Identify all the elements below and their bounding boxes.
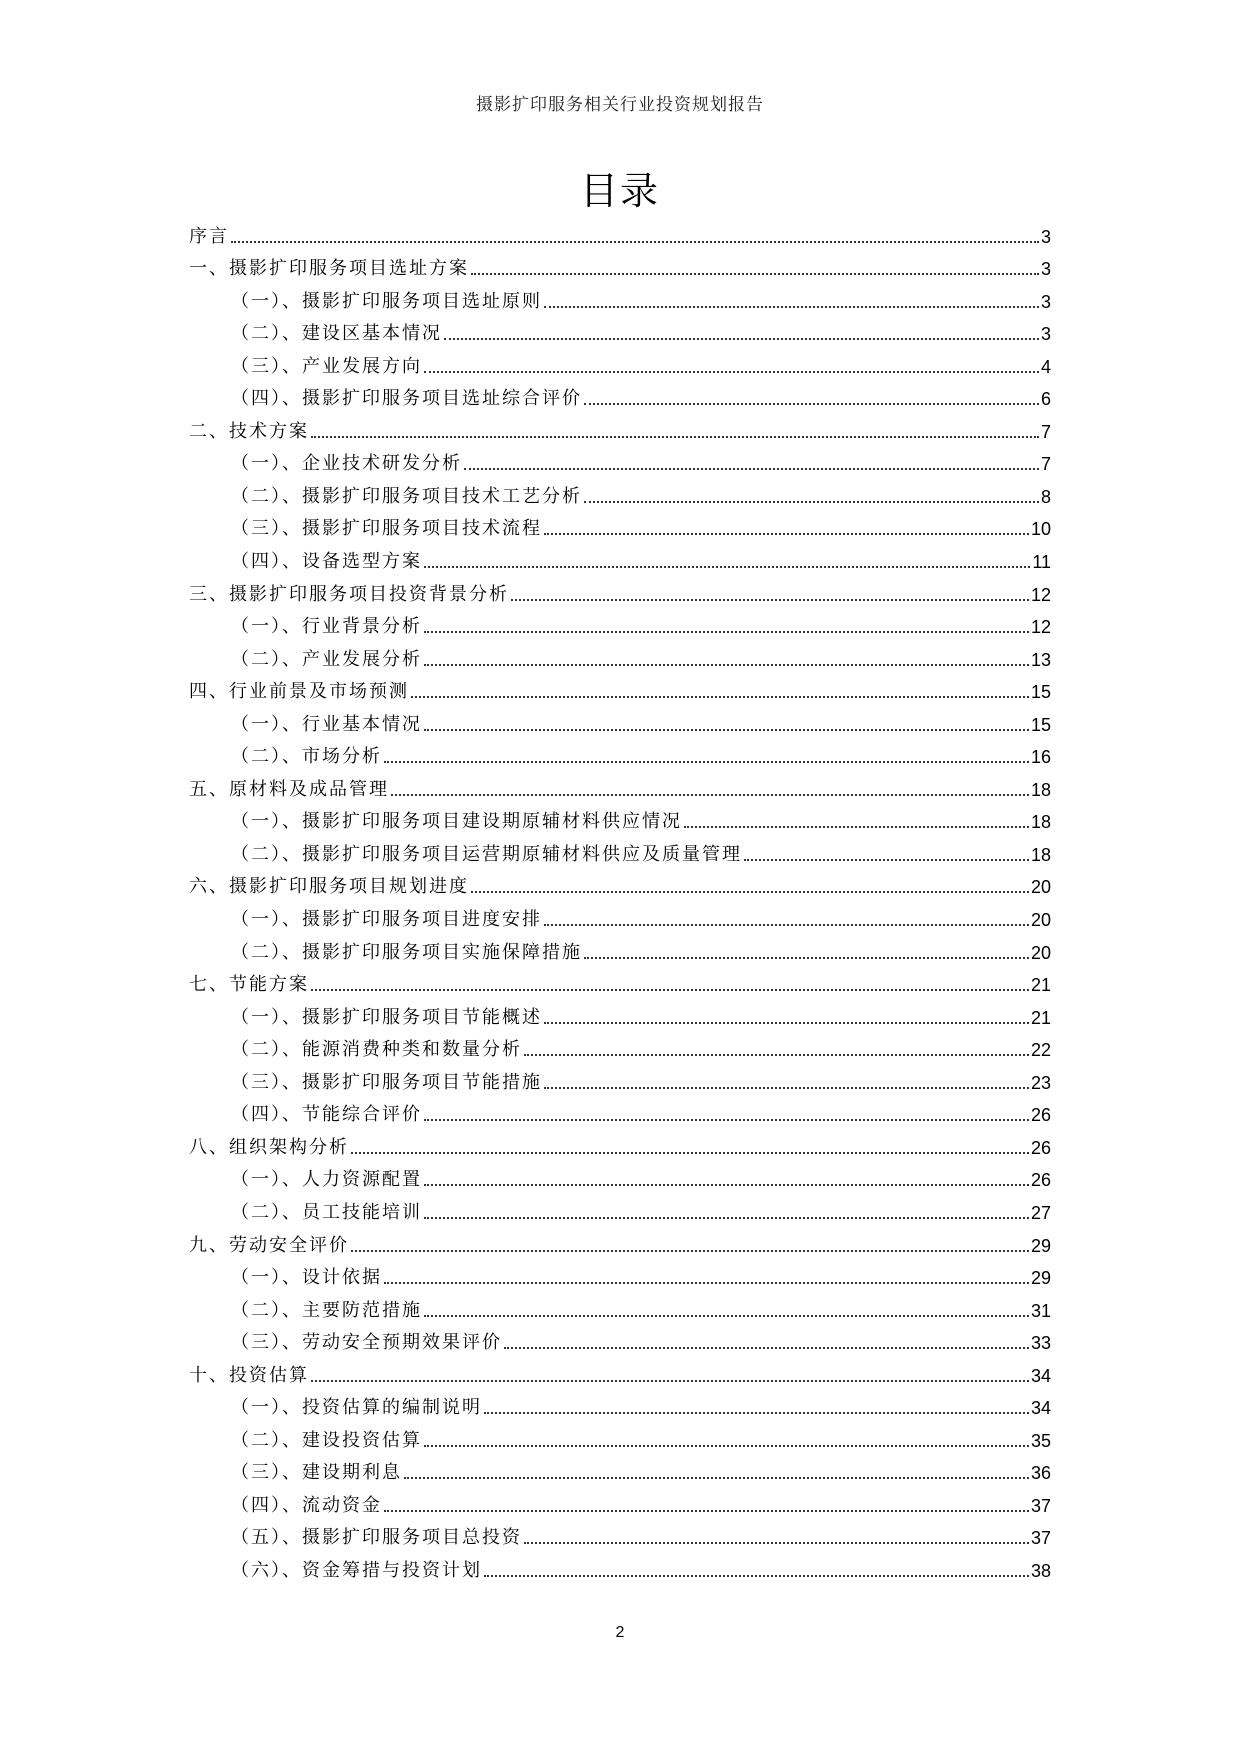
toc-entry-page-number: 38 [1030, 1560, 1051, 1581]
toc-entry-title: （一）、人力资源配置 [231, 1169, 422, 1191]
toc-dot-leader [444, 338, 1039, 340]
toc-section-entry[interactable] [189, 1095, 1051, 1128]
toc-section-entry[interactable] [189, 476, 1051, 509]
toc-dot-leader [544, 1087, 1029, 1089]
toc-dot-leader [391, 794, 1029, 796]
toc-section-entry[interactable] [189, 704, 1051, 737]
toc-section-entry[interactable] [189, 899, 1051, 932]
toc-entry-page-number: 35 [1030, 1430, 1051, 1451]
toc-entry-title: 二、技术方案 [189, 420, 309, 442]
toc-entry-page-number: 3 [1040, 226, 1051, 247]
toc-entry-page-number: 22 [1030, 1040, 1051, 1061]
toc-entry-page-number: 3 [1040, 324, 1051, 345]
toc-entry-page-number: 3 [1040, 291, 1051, 312]
toc-entry-title: （二）、员工技能培训 [231, 1201, 422, 1223]
toc-entry-page-number: 15 [1030, 714, 1051, 735]
toc-entry-title: 九、劳动安全评价 [189, 1234, 349, 1256]
toc-entry-page-number: 33 [1030, 1333, 1051, 1354]
toc-entry-page-number: 16 [1030, 747, 1051, 768]
page-number: 2 [615, 1624, 625, 1641]
toc-section-entry[interactable] [189, 509, 1051, 542]
toc-chapter-entry[interactable] [189, 216, 1051, 249]
toc-entry-title: （一）、行业背景分析 [231, 616, 422, 638]
toc-entry-title: （一）、投资估算的编制说明 [231, 1397, 482, 1419]
toc-entry-page-number: 6 [1040, 389, 1051, 410]
toc-section-entry[interactable] [189, 1258, 1051, 1291]
toc-chapter-entry[interactable] [189, 965, 1051, 998]
toc-entry-page-number: 15 [1030, 682, 1051, 703]
toc-entry-page-number: 34 [1030, 1365, 1051, 1386]
toc-chapter-entry[interactable] [189, 1355, 1051, 1388]
toc-section-entry[interactable] [189, 281, 1051, 314]
toc-chapter-entry[interactable] [189, 672, 1051, 705]
toc-entry-page-number: 29 [1030, 1235, 1051, 1256]
toc-section-entry[interactable] [189, 1420, 1051, 1453]
toc-chapter-entry[interactable] [189, 411, 1051, 444]
toc-dot-leader [484, 1412, 1029, 1414]
toc-entry-page-number: 21 [1030, 1007, 1051, 1028]
toc-entry-page-number: 7 [1040, 421, 1051, 442]
toc-entry-page-number: 26 [1030, 1170, 1051, 1191]
toc-entry-title: （四）、流动资金 [231, 1494, 382, 1516]
toc-section-entry[interactable] [189, 607, 1051, 640]
toc-entry-title: （一）、设计依据 [231, 1267, 382, 1289]
toc-entry-title: （四）、设备选型方案 [231, 551, 422, 573]
toc-entry-title: （四）、摄影扩印服务项目选址综合评价 [231, 388, 582, 410]
toc-dot-leader [384, 761, 1029, 763]
running-header: 摄影扩印服务相关行业投资规划报告 [476, 95, 764, 115]
toc-section-entry[interactable] [189, 379, 1051, 412]
toc-section-entry[interactable] [189, 834, 1051, 867]
toc-entry-page-number: 20 [1030, 942, 1051, 963]
toc-entry-page-number: 18 [1030, 812, 1051, 833]
toc-entry-title: （二）、摄影扩印服务项目运营期原辅材料供应及质量管理 [231, 843, 742, 865]
toc-dot-leader [544, 533, 1029, 535]
toc-dot-leader [404, 1477, 1029, 1479]
toc-entry-title: （四）、节能综合评价 [231, 1104, 422, 1126]
toc-entry-title: （二）、主要防范措施 [231, 1299, 422, 1321]
toc-entry-page-number: 37 [1030, 1528, 1051, 1549]
toc-entry-title: （一）、摄影扩印服务项目节能概述 [231, 1006, 542, 1028]
toc-dot-leader [311, 436, 1039, 438]
toc-entry-page-number: 34 [1030, 1398, 1051, 1419]
toc-dot-leader [311, 1380, 1029, 1382]
toc-dot-leader [544, 924, 1029, 926]
toc-entry-title: （一）、行业基本情况 [231, 713, 422, 735]
toc-entry-title: 一、摄影扩印服务项目选址方案 [189, 258, 469, 280]
toc-section-entry[interactable] [189, 1290, 1051, 1323]
toc-section-entry[interactable] [189, 346, 1051, 379]
toc-entry-page-number: 37 [1030, 1495, 1051, 1516]
toc-entry-page-number: 7 [1040, 454, 1051, 475]
toc-section-entry[interactable] [189, 1062, 1051, 1095]
toc-entry-title: （二）、产业发展分析 [231, 648, 422, 670]
toc-section-entry[interactable] [189, 639, 1051, 672]
toc-dot-leader [524, 1054, 1029, 1056]
toc-dot-leader [511, 599, 1029, 601]
toc-entry-page-number: 4 [1040, 356, 1051, 377]
toc-dot-leader [384, 1510, 1029, 1512]
toc-entry-page-number: 12 [1030, 584, 1051, 605]
toc-entry-title: 五、原材料及成品管理 [189, 778, 389, 800]
toc-section-entry[interactable] [189, 1030, 1051, 1063]
toc-entry-page-number: 26 [1030, 1105, 1051, 1126]
toc-entry-title: （二）、建设投资估算 [231, 1429, 422, 1451]
toc-title: 目录 [579, 169, 660, 213]
toc-dot-leader [544, 1022, 1029, 1024]
toc-entry-page-number: 23 [1030, 1072, 1051, 1093]
toc-entry-title: （一）、企业技术研发分析 [231, 453, 462, 475]
toc-entry-title: （三）、摄影扩印服务项目节能措施 [231, 1071, 542, 1093]
toc-entry-page-number: 12 [1030, 617, 1051, 638]
toc-entry-title: （一）、摄影扩印服务项目进度安排 [231, 909, 542, 931]
table-of-contents [189, 216, 1051, 1583]
toc-dot-leader [424, 1315, 1029, 1317]
toc-entry-page-number: 11 [1032, 552, 1051, 573]
toc-chapter-entry[interactable] [189, 1225, 1051, 1258]
toc-entry-page-number: 10 [1030, 519, 1051, 540]
toc-entry-title: 三、摄影扩印服务项目投资背景分析 [189, 583, 509, 605]
toc-section-entry[interactable] [189, 997, 1051, 1030]
toc-dot-leader [424, 729, 1029, 731]
toc-entry-page-number: 29 [1030, 1268, 1051, 1289]
toc-entry-page-number: 27 [1030, 1202, 1051, 1223]
toc-entry-page-number: 3 [1040, 259, 1051, 280]
toc-section-entry[interactable] [189, 314, 1051, 347]
toc-entry-title: （一）、摄影扩印服务项目选址原则 [231, 290, 542, 312]
toc-entry-title: （六）、资金筹措与投资计划 [231, 1559, 482, 1581]
toc-dot-leader [424, 1119, 1029, 1121]
toc-dot-leader [524, 1542, 1029, 1544]
toc-dot-leader [584, 957, 1029, 959]
toc-dot-leader [231, 241, 1039, 243]
toc-entry-page-number: 21 [1030, 975, 1051, 996]
toc-section-entry[interactable] [189, 932, 1051, 965]
toc-dot-leader [471, 273, 1039, 275]
toc-section-entry[interactable] [189, 1550, 1051, 1583]
toc-entry-title: 四、行业前景及市场预测 [189, 681, 409, 703]
toc-entry-page-number: 13 [1030, 649, 1051, 670]
toc-entry-title: （二）、能源消费种类和数量分析 [231, 1039, 522, 1061]
toc-dot-leader [424, 1445, 1029, 1447]
toc-section-entry[interactable] [189, 1323, 1051, 1356]
toc-entry-title: （三）、建设期利息 [231, 1462, 402, 1484]
toc-entry-page-number: 20 [1030, 910, 1051, 931]
toc-dot-leader [311, 989, 1029, 991]
toc-dot-leader [424, 664, 1029, 666]
toc-entry-title: 六、摄影扩印服务项目规划进度 [189, 876, 469, 898]
toc-dot-leader [424, 1184, 1029, 1186]
toc-chapter-entry[interactable] [189, 867, 1051, 900]
toc-entry-title: （三）、摄影扩印服务项目技术流程 [231, 518, 542, 540]
toc-entry-title: （二）、市场分析 [231, 746, 382, 768]
toc-entry-title: 序言 [189, 225, 229, 247]
toc-entry-title: （二）、摄影扩印服务项目实施保障措施 [231, 941, 582, 963]
toc-dot-leader [744, 859, 1029, 861]
toc-dot-leader [384, 1282, 1029, 1284]
toc-chapter-entry[interactable] [189, 574, 1051, 607]
toc-dot-leader [584, 501, 1039, 503]
toc-entry-page-number: 18 [1030, 779, 1051, 800]
toc-dot-leader [424, 371, 1039, 373]
toc-section-entry[interactable] [189, 444, 1051, 477]
toc-dot-leader [484, 1575, 1029, 1577]
toc-entry-title: （二）、建设区基本情况 [231, 323, 442, 345]
toc-entry-page-number: 26 [1030, 1137, 1051, 1158]
toc-section-entry[interactable] [189, 802, 1051, 835]
toc-dot-leader [544, 306, 1039, 308]
toc-section-entry[interactable] [189, 1518, 1051, 1551]
toc-dot-leader [351, 1250, 1029, 1252]
toc-entry-title: 八、组织架构分析 [189, 1136, 349, 1158]
toc-dot-leader [464, 468, 1039, 470]
toc-dot-leader [684, 826, 1029, 828]
toc-dot-leader [584, 403, 1039, 405]
toc-entry-title: 七、节能方案 [189, 974, 309, 996]
toc-section-entry[interactable] [189, 1192, 1051, 1225]
toc-entry-title: （五）、摄影扩印服务项目总投资 [231, 1527, 522, 1549]
toc-entry-page-number: 31 [1030, 1300, 1051, 1321]
toc-entry-page-number: 36 [1030, 1463, 1051, 1484]
toc-section-entry[interactable] [189, 541, 1051, 574]
toc-section-entry[interactable] [189, 1485, 1051, 1518]
toc-chapter-entry[interactable] [189, 769, 1051, 802]
toc-entry-title: （一）、摄影扩印服务项目建设期原辅材料供应情况 [231, 811, 682, 833]
toc-chapter-entry[interactable] [189, 249, 1051, 282]
toc-entry-title: （三）、产业发展方向 [231, 355, 422, 377]
toc-dot-leader [424, 631, 1029, 633]
toc-dot-leader [424, 1217, 1029, 1219]
toc-dot-leader [504, 1347, 1029, 1349]
toc-entry-title: （三）、劳动安全预期效果评价 [231, 1332, 502, 1354]
toc-section-entry[interactable] [189, 1160, 1051, 1193]
toc-entry-page-number: 18 [1030, 844, 1051, 865]
toc-dot-leader [471, 891, 1029, 893]
toc-entry-title: 十、投资估算 [189, 1364, 309, 1386]
toc-dot-leader [411, 696, 1029, 698]
toc-dot-leader [351, 1152, 1029, 1154]
toc-entry-page-number: 20 [1030, 877, 1051, 898]
toc-chapter-entry[interactable] [189, 1127, 1051, 1160]
toc-entry-page-number: 8 [1040, 486, 1051, 507]
toc-entry-title: （二）、摄影扩印服务项目技术工艺分析 [231, 485, 582, 507]
toc-dot-leader [424, 566, 1030, 568]
toc-section-entry[interactable] [189, 737, 1051, 770]
toc-section-entry[interactable] [189, 1388, 1051, 1421]
toc-section-entry[interactable] [189, 1453, 1051, 1486]
